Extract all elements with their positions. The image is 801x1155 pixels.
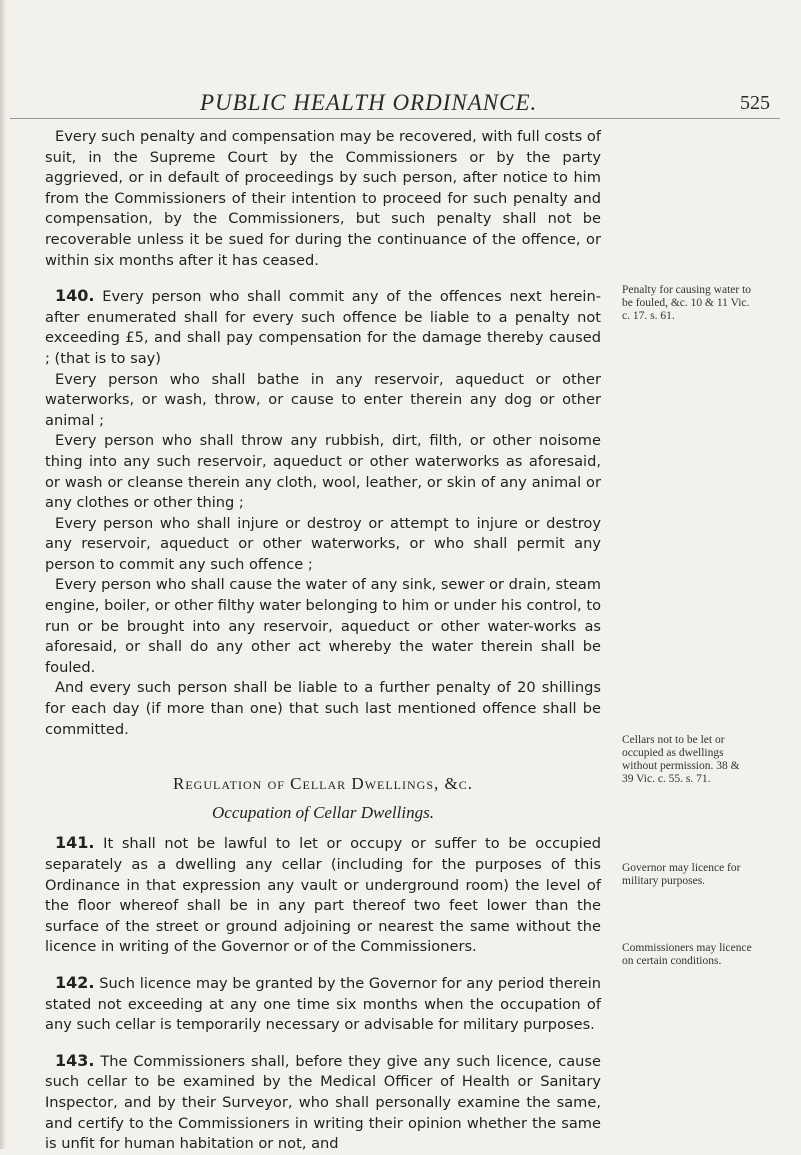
- page-number: 525: [740, 92, 770, 114]
- section-141-number: 141.: [55, 833, 95, 853]
- section-140-text: Every person who shall commit any of the offences next herein-after enumerated shall for every such offence be liable to a penalty not exceeding £5, and shall pay compensation for the damage thereby caused ; (that is to say): [45, 288, 601, 367]
- section-143-text: The Commissioners shall, before they give any such licence, cause such cellar to be examined by the Medical Officer of Health or Sanitary Inspector, and by their Surveyor, who shall personally examine the same, and certify to the Commissioners in writing their opinion whether the same is unfit for human habitation or not, and: [45, 1052, 602, 1153]
- section-140-number: 140.: [55, 286, 95, 306]
- margin-note-142: Governor may licence for military purposes.: [622, 862, 741, 887]
- header-rule: [10, 118, 780, 119]
- margin-note-141: Cellars not to be let or occupied as dwellings without permission. 38 & 39 Vic. c. 55. s. 71.: [622, 734, 740, 785]
- section-143: [45, 1051, 601, 1155]
- margin-note-143: Commissioners may licence on certain conditions.: [622, 942, 752, 967]
- section-subheading: Occupation of Cellar Dwellings.: [212, 802, 434, 822]
- section-140-item-a: Every person who shall bathe in any reservoir, aqueduct or other waterworks, or wash, throw, or cause to enter therein any dog or other animal ;: [45, 370, 601, 429]
- main-text: [45, 127, 601, 1155]
- page-edge-shadow: [0, 0, 6, 1149]
- section-142: [45, 973, 601, 1036]
- section-140-item-d: Every person who shall cause the water of any sink, sewer or drain, steam engine, boiler, or other filthy water belonging to him or under his control, to run or be brought into any reservoir, aqueduct or other water-works as aforesaid, or shall do any other act whereby the water therein shall be fouled.: [45, 576, 601, 676]
- section-140-item-e: And every such person shall be liable to a further penalty of 20 shillings for each day (if more than one) that such last mentioned offence shall be committed.: [45, 679, 601, 738]
- section-141-text: It shall not be lawful to let or occupy or suffer to be occupied separately as a dwelling any cellar (including for the purposes of this Ordinance in that expression any vault or underground room) the level of the floor whereof shall be in any part thereof two feet lower than the surface of the street or ground adjoining or nearest the same without the licence in writing of the Governor or of the Commissioners.: [45, 835, 601, 956]
- running-title: PUBLIC HEALTH ORDINANCE.: [200, 90, 538, 115]
- paragraph-intro: Every such penalty and compensation may be recovered, with full costs of suit, in the Supreme Court by the Commissioners or by the party aggrieved, or in default of proceedings by such person, after notice to him from the Commissioners of their intention to proceed for such penalty and compensation, by the Commissioners, but such penalty shall not be recoverable unless it be sued for during the continuance of the offence, or within six months after it has ceased.: [45, 128, 601, 269]
- page-header: [170, 90, 790, 130]
- section-141: [45, 833, 601, 958]
- section-140-item-b: Every person who shall throw any rubbish, dirt, filth, or other noisome thing into any such reservoir, aqueduct or other waterworks as aforesaid, or wash or cleanse therein any cloth, wool, leather, or skin of any animal or any clothes or other thing ;: [45, 432, 601, 512]
- section-143-number: 143.: [55, 1050, 95, 1070]
- section-140-item-c: Every person who shall injure or destroy or attempt to injure or destroy any reservoir, aqueduct or other waterworks, or who shall permit any person to commit any such offence ;: [45, 514, 601, 573]
- section-142-number: 142.: [55, 972, 95, 992]
- section-heading: Regulation of Cellar Dwellings, &c.: [173, 774, 473, 794]
- section-140: [45, 286, 601, 369]
- section-142-text: Such licence may be granted by the Governor for any period therein stated not exceeding at any one time six months when the occupation of any such cellar is temporarily necessary or advisable for military purposes.: [45, 974, 601, 1034]
- margin-note-140: Penalty for causing water to be fouled, &c. 10 & 11 Vic. c. 17. s. 61.: [622, 284, 752, 322]
